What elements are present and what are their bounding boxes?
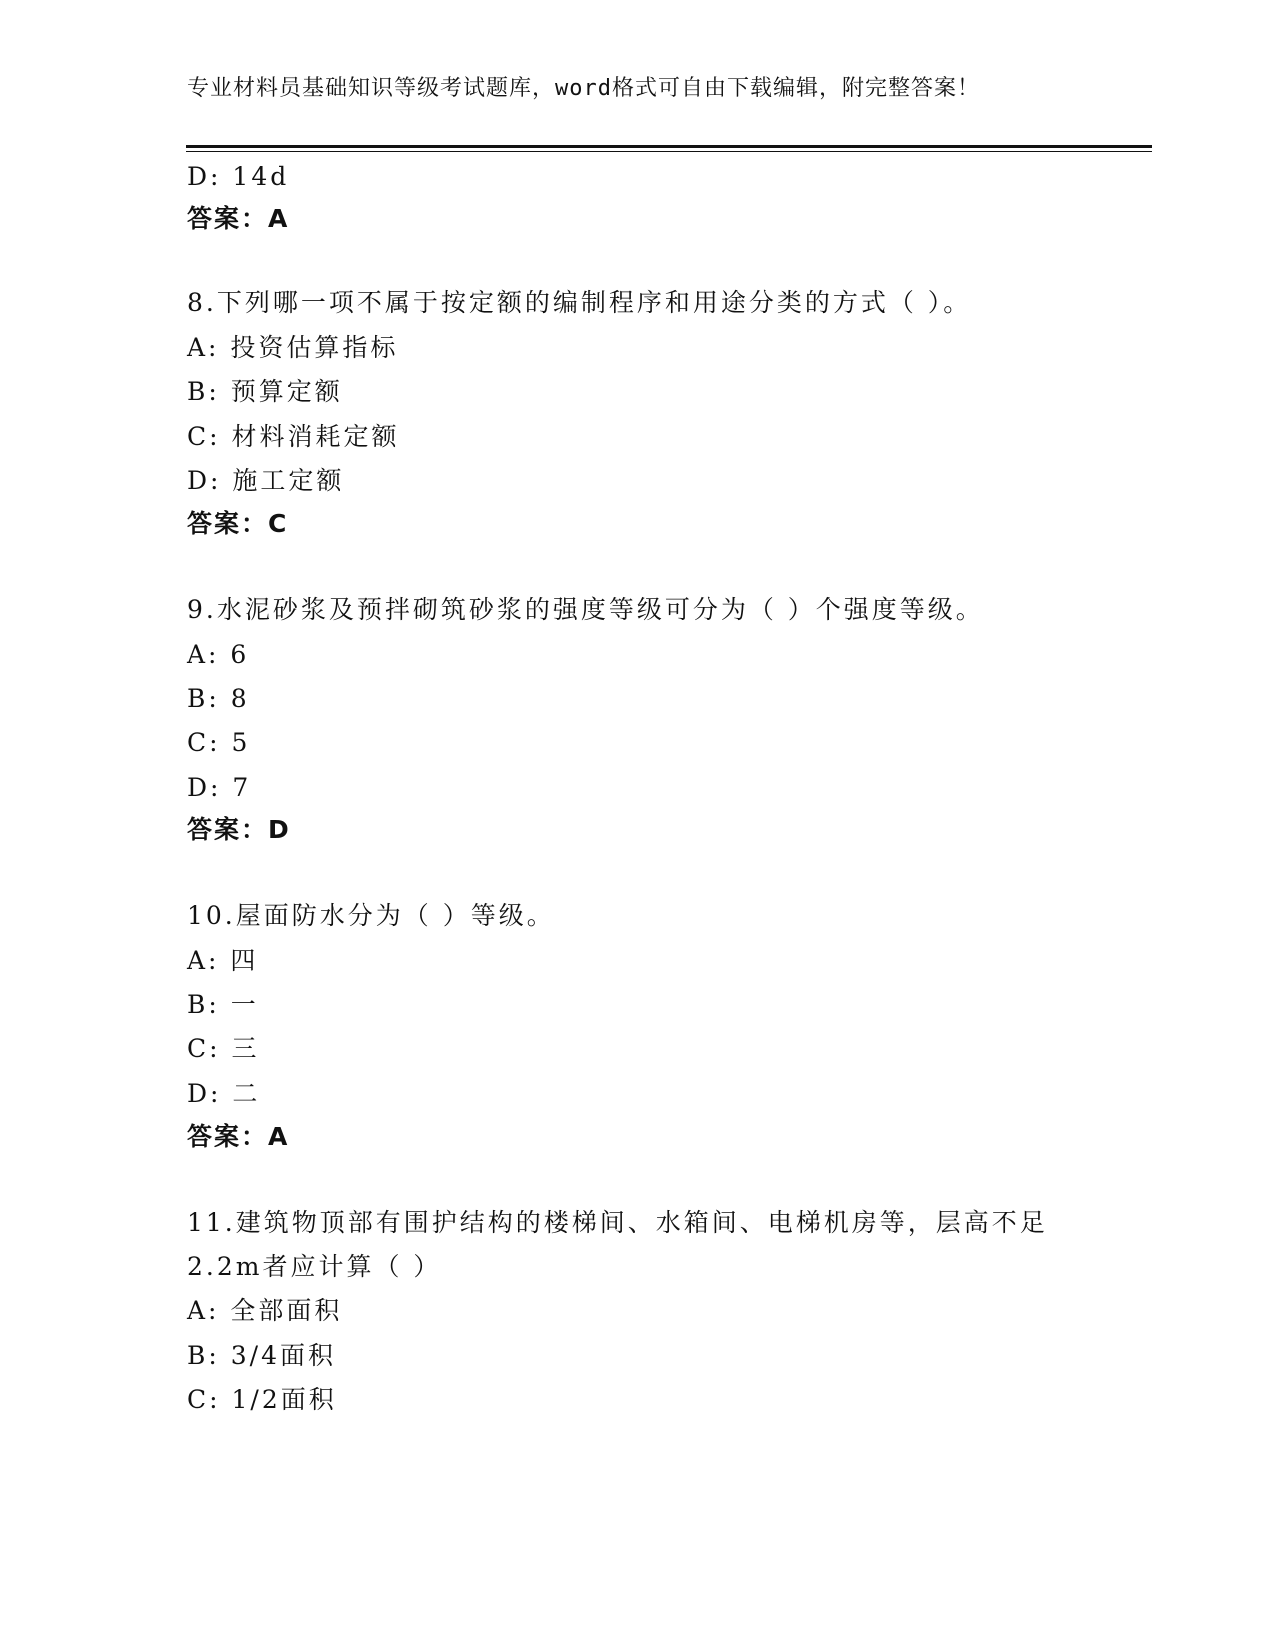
page-header: 专业材料员基础知识等级考试题库，word格式可自由下载编辑，附完整答案！ xyxy=(187,76,980,101)
q10-option-b: B: 一 xyxy=(187,990,259,1019)
q8-option-c: C: 材料消耗定额 xyxy=(187,422,400,451)
prev-option-d: D: 14d xyxy=(187,162,290,191)
header-rule-thick xyxy=(186,145,1152,148)
q11-option-c: C: 1/2面积 xyxy=(187,1385,337,1414)
q10-option-a: A: 四 xyxy=(187,946,259,975)
q9-answer: 答案：D xyxy=(187,815,291,844)
header-rule-thin xyxy=(186,151,1152,152)
q8-question: 8.下列哪一项不属于按定额的编制程序和用途分类的方式（ ）。 xyxy=(187,288,972,317)
q10-answer: 答案：A xyxy=(187,1122,290,1151)
q10-option-d: D: 二 xyxy=(187,1079,261,1108)
q11-option-b: B: 3/4面积 xyxy=(187,1341,336,1370)
q11-option-a: A: 全部面积 xyxy=(187,1296,343,1325)
q8-answer: 答案：C xyxy=(187,509,289,538)
q8-option-d: D: 施工定额 xyxy=(187,466,345,495)
q9-option-a: A: 6 xyxy=(187,640,250,669)
q8-option-a: A: 投资估算指标 xyxy=(187,333,399,362)
q8-option-b: B: 预算定额 xyxy=(187,377,343,406)
q9-option-d: D: 7 xyxy=(187,773,252,802)
q9-question: 9.水泥砂浆及预拌砌筑砂浆的强度等级可分为（ ）个强度等级。 xyxy=(187,595,984,624)
q11-question-line1: 11.建筑物顶部有围护结构的楼梯间、水箱间、电梯机房等，层高不足 xyxy=(187,1208,1048,1237)
prev-answer: 答案：A xyxy=(187,204,290,233)
q10-option-c: C: 三 xyxy=(187,1034,260,1063)
q10-question: 10.屋面防水分为（ ）等级。 xyxy=(187,901,555,930)
q11-question-line2: 2.2m者应计算（ ） xyxy=(187,1252,442,1281)
q9-option-b: B: 8 xyxy=(187,684,250,713)
q9-option-c: C: 5 xyxy=(187,728,251,757)
